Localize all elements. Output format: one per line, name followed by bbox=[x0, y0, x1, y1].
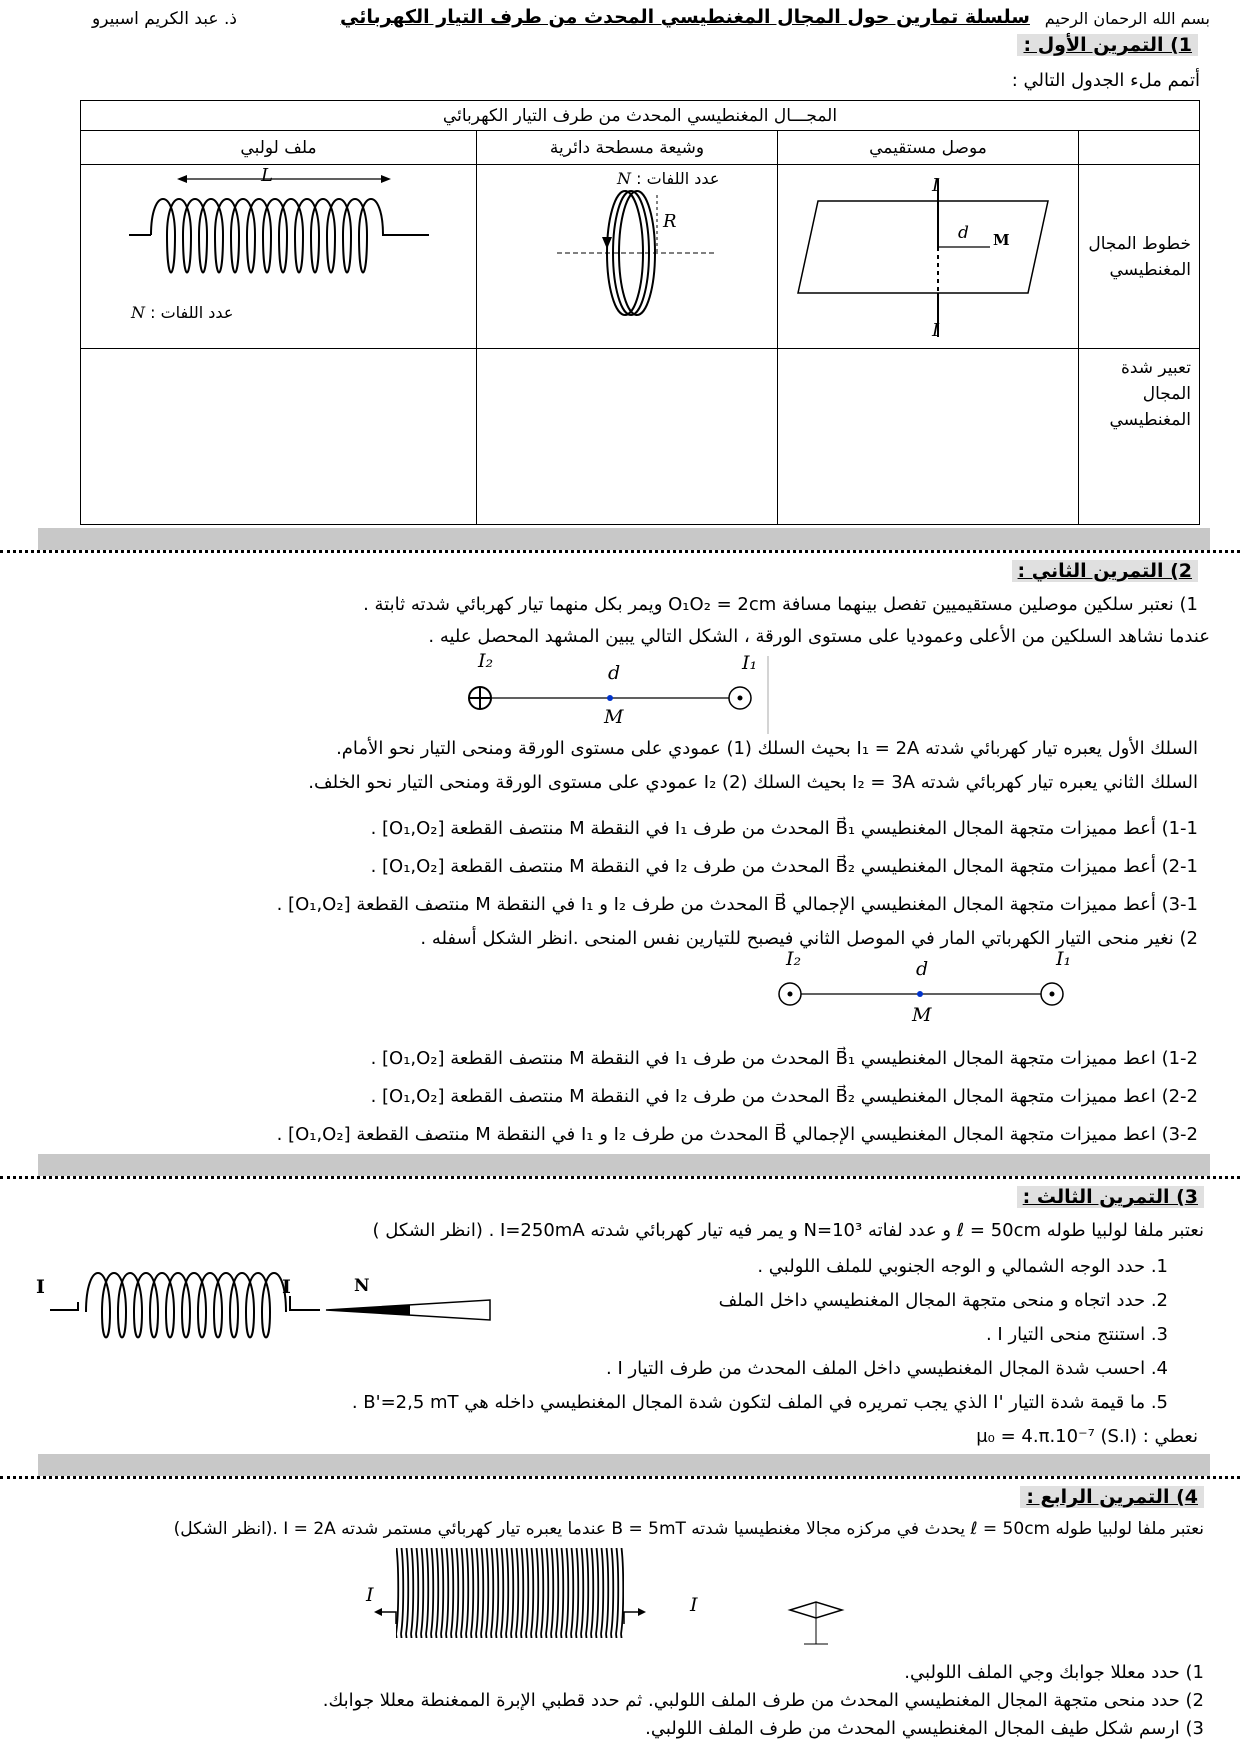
straight-wire-figure bbox=[778, 165, 1078, 343]
basmala: بسم الله الرحمان الرحيم bbox=[1044, 9, 1210, 28]
separator-3 bbox=[0, 1454, 1240, 1482]
ex1-instruction: أتمم ملء الجدول التالي : bbox=[1011, 70, 1200, 91]
ex2-p2: عندما نشاهد السلكين من الأعلى وعموديا على مستوى الورقة ، الشكل التالي يبين المشهد المحصل عليه . bbox=[428, 626, 1210, 647]
ex3-figure bbox=[30, 1256, 500, 1340]
ex2-q11: 1-1) أعط مميزات متجهة المجال المغنطيسي B⃗₁ المحدث من طرف I₁ في النقطة M منتصف القطعة [O₁,O₂] . bbox=[370, 818, 1198, 839]
ex1-empty-cell bbox=[1079, 131, 1200, 165]
length-arrow-right bbox=[381, 175, 391, 183]
ex3-label-N: N bbox=[354, 1276, 370, 1296]
ex4-title: 4) التمرين الرابع : bbox=[1020, 1486, 1204, 1508]
ex2-p5: 2) نغير منحى التيار الكهرباتي المار في الموصل الثاني فيصبح للتيارين نفس المنحى .انظر الشكل أسفله . bbox=[420, 928, 1198, 949]
ex1-table bbox=[80, 100, 1200, 525]
fig-label-I-top: I bbox=[932, 175, 940, 196]
ex2-p3: السلك الأول يعبره تيار كهربائي شدته I₁ = 2A بحيث السلك (1) عمودي على مستوى الورقة ومنحى التيار نحو الأمام. bbox=[336, 738, 1198, 759]
ex3-q1: 1. حدد الوجه الشمالي و الوجه الجنوبي للملف اللولبي . bbox=[757, 1256, 1168, 1277]
ex3-p1: نعتبر ملفا لولبيا طوله ℓ = 50cm و عدد لفاته N=10³ و يمر فيه تيار كهربائي شدته I=250mA . (انظر الشكل ) bbox=[372, 1220, 1204, 1241]
ex4-q3: 3) ارسم شكل طيف المجال المغنطيسي المحدث من طرف الملف اللولبي. bbox=[645, 1718, 1204, 1739]
ex2-q21: 2-1) أعط مميزات متجهة المجال المغنطيسي B⃗₂ المحدث من طرف I₂ في النقطة M منتصف القطعة [O₁,O₂] . bbox=[370, 856, 1198, 877]
ex2-q22: 2-2) اعط مميزات متجهة المجال المغنطيسي B⃗₂ المحدث من طرف I₂ في النقطة M منتصف القطعة [O₁,O₂] . bbox=[370, 1086, 1198, 1107]
ex3-solenoid-figure bbox=[30, 1256, 500, 1340]
ex1-table-header: المجـــال المغنطيسي المحدث من طرف التيار الكهربائي bbox=[81, 101, 1200, 131]
ex2-figure-1 bbox=[460, 650, 780, 734]
flat-coil-figure bbox=[477, 165, 777, 343]
ex3-label-I-left: I bbox=[36, 1276, 45, 1298]
ex1-answer-solenoid[interactable] bbox=[81, 349, 477, 525]
fig2-label-I2: I₂ bbox=[786, 948, 802, 970]
page-title: سلسلة تمارين حول المجال المغنطيسي المحدث من طرف التيار الكهربائي bbox=[340, 6, 1030, 28]
fig-label-d: d bbox=[608, 662, 621, 684]
ex1-col-coil: وشيعة مسطحة دائرية bbox=[477, 131, 778, 165]
ex4-label-I-right: I bbox=[690, 1594, 698, 1616]
fig-label-L: L bbox=[261, 165, 273, 186]
fig-label-R: R bbox=[663, 211, 677, 232]
ex2-q12: 1-2) اعط مميزات متجهة المجال المغنطيسي B⃗₁ المحدث من طرف I₁ في النقطة M منتصف القطعة [O₁,O₂] . bbox=[370, 1048, 1198, 1069]
ex4-label-I-left: I bbox=[366, 1584, 374, 1606]
fig-turns-label bbox=[617, 169, 719, 188]
separator-2 bbox=[0, 1154, 1240, 1182]
current-arrow bbox=[602, 237, 612, 249]
ex4-arrow-right bbox=[638, 1608, 646, 1616]
ex4-figure bbox=[360, 1544, 880, 1654]
ex1-row-intensity-label: تعبير شدة المجال المغنطيسي bbox=[1109, 358, 1191, 430]
ex3-q5: 5. ما قيمة شدة التيار 'I الذي يجب تمريره في الملف لتكون شدة المجال المغنطيسي داخله هي B'=2,5 mT . bbox=[351, 1392, 1168, 1413]
ex4-solenoid-figure bbox=[360, 1544, 880, 1654]
ex1-answer-straight[interactable] bbox=[778, 349, 1079, 525]
ex3-label-I-right: I bbox=[282, 1276, 291, 1298]
ex2-figure-2 bbox=[770, 948, 1072, 1032]
solenoid-turns-N: N bbox=[131, 303, 145, 322]
fig-label-I2: I₂ bbox=[478, 650, 494, 672]
ex3-title: 3) التمرين الثالث : bbox=[1017, 1186, 1204, 1208]
fig-solenoid-turns bbox=[131, 303, 233, 322]
solenoid-turns-text: عدد اللفات : bbox=[150, 303, 234, 322]
separator bbox=[0, 528, 1240, 556]
ex4-p1: نعتبر ملفا لولبيا طوله ℓ = 50cm يحدث في مركزه مجالا مغنطيسيا شدته B = 5mT عندما يعبره تيار كهربائي مستمر شدته I = 2A .(انظر الشكل) bbox=[173, 1519, 1204, 1539]
author: ذ. عبد الكريم اسبيرو bbox=[92, 9, 237, 29]
ex2-q32: 3-2) اعط مميزات متجهة المجال المغنطيسي الإجمالي B⃗ المحدث من طرف I₂ و I₁ في النقطة M منتصف القطعة [O₁,O₂] . bbox=[276, 1124, 1198, 1145]
turns-N: N bbox=[617, 169, 631, 188]
ex3-q3: 3. استنتج منحى التيار I . bbox=[985, 1324, 1168, 1345]
fig-label-d: d bbox=[958, 223, 969, 243]
ex3-given: نعطي : μ₀ = 4.π.10⁻⁷ (S.I) bbox=[976, 1426, 1198, 1447]
ex1-fig-straight bbox=[778, 165, 1079, 349]
ex2-title: 2) التمرين الثاني : bbox=[1012, 560, 1198, 582]
fig2-label-M: M bbox=[912, 1004, 932, 1026]
ex1-title: 1) التمرين الأول : bbox=[1017, 34, 1198, 56]
fig-label-M: M bbox=[604, 706, 624, 728]
ex1-answer-coil[interactable] bbox=[477, 349, 778, 525]
solenoid-turns bbox=[151, 199, 399, 273]
ex1-row-lines bbox=[1079, 165, 1200, 349]
ex4-coil-body bbox=[396, 1548, 624, 1638]
point-M-2 bbox=[917, 991, 923, 997]
ex2-q31: 3-1) أعط مميزات متجهة المجال المغنطيسي الإجمالي B⃗ المحدث من طرف I₂ و I₁ في النقطة M منتصف القطعة [O₁,O₂] . bbox=[276, 894, 1198, 915]
compass-needle-north bbox=[326, 1305, 410, 1315]
ex3-q4: 4. احسب شدة المجال المغنطيسي داخل الملف المحدث من طرف التيار I . bbox=[606, 1358, 1168, 1379]
ex3-leads bbox=[50, 1296, 320, 1310]
ex3-q2: 2. حدد اتجاه و منحى متجهة المجال المغنطيسي داخل الملف bbox=[718, 1290, 1168, 1311]
ex3-turns bbox=[86, 1273, 286, 1338]
fig2-label-I1: I₁ bbox=[1056, 948, 1072, 970]
fig-label-I1: I₁ bbox=[742, 652, 758, 674]
turns-text: عدد اللفات : bbox=[636, 169, 720, 188]
ex2-p4: السلك الثاني يعبره تيار كهربائي شدته I₂ = 3A بحيث السلك (2) I₂ عمودي على مستوى الورقة ومنحى التيار نحو الخلف. bbox=[308, 772, 1198, 793]
fig-label-M: M bbox=[993, 231, 1010, 249]
ex1-col-solenoid: ملف لولبي bbox=[81, 131, 477, 165]
fig2-label-d: d bbox=[916, 958, 929, 980]
plane-shape bbox=[798, 201, 1048, 293]
ex1-fig-solenoid bbox=[81, 165, 477, 349]
ex1-row-lines-label: خطوط المجال المغنطيسي bbox=[1088, 233, 1191, 280]
ex4-q2: 2) حدد منحى متجهة المجال المغنطيسي المحدث من طرف الملف اللولبي. ثم حدد قطبي الإبرة الممغنطة معللا جوابك. bbox=[322, 1690, 1204, 1711]
point-M bbox=[607, 695, 613, 701]
ex1-col-straight: موصل مستقيمي bbox=[778, 131, 1079, 165]
ex1-row-intensity bbox=[1079, 349, 1200, 525]
ex2-p1: 1) نعتبر سلكين موصلين مستقيميين تفصل بينهما مسافة O₁O₂ = 2cm ويمر بكل منهما تيار كهربائي شدته ثابتة . bbox=[363, 594, 1198, 615]
ex4-q1: 1) حدد معللا جوابك وجي الملف اللولبي. bbox=[904, 1662, 1204, 1683]
length-arrow-left bbox=[177, 175, 187, 183]
ex4-arrow-left bbox=[374, 1608, 382, 1616]
ex1-fig-coil bbox=[477, 165, 778, 349]
fig-label-I-bottom: I bbox=[932, 320, 940, 341]
